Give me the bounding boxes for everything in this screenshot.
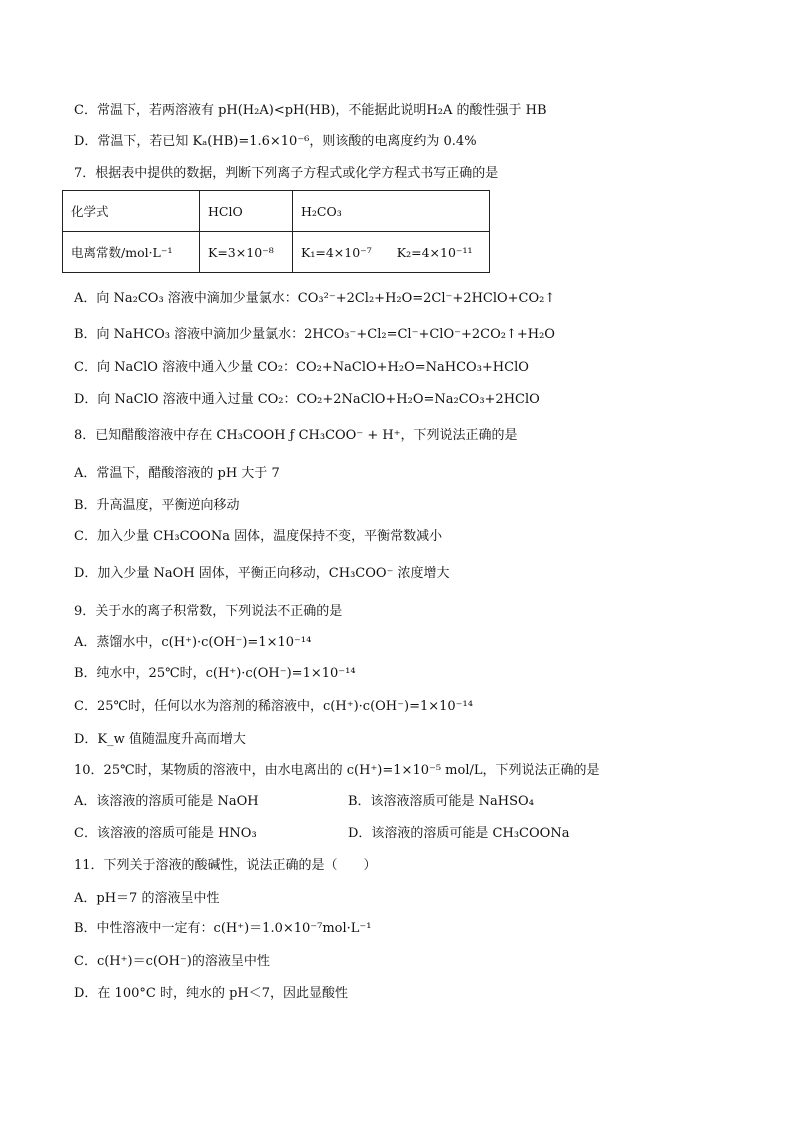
q10-option-a: A．该溶液的溶质可能是 NaOH [74,794,259,809]
q9-option-d: D．K_w 值随温度升高而增大 [74,732,246,747]
q8-option-b: B．升高温度，平衡逆向移动 [74,498,240,513]
q9-stem: 9．关于水的离子积常数，下列说法不正确的是 [74,604,343,619]
table-cell: HClO [200,191,293,232]
q8-option-d: D．加入少量 NaOH 固体，平衡正向移动，CH₃COO⁻ 浓度增大 [74,566,450,581]
q10-option-c: C．该溶液的溶质可能是 HNO₃ [74,826,257,841]
table-cell: K=3×10⁻⁸ [200,232,293,273]
q7-option-d: D．向 NaClO 溶液中通入过量 CO₂：CO₂+2NaClO+H₂O=Na₂CO₃+2HClO [74,392,540,407]
q7-option-a: A．向 Na₂CO₃ 溶液中滴加少量氯水：CO₃²⁻+2Cl₂+H₂O=2Cl⁻+2HClO+CO₂↑ [74,291,556,306]
q8-option-c: C．加入少量 CH₃COONa 固体，温度保持不变，平衡常数减小 [74,529,443,544]
q9-option-b: B．纯水中，25℃时，c(H⁺)·c(OH⁻)=1×10⁻¹⁴ [74,666,356,681]
q8-stem: 8．已知醋酸溶液中存在 CH₃COOH ƒ CH₃COO⁻ + H⁺，下列说法正确的是 [74,428,518,443]
q9-option-c: C．25℃时，任何以水为溶剂的稀溶液中，c(H⁺)·c(OH⁻)=1×10⁻¹⁴ [74,699,473,714]
q11-option-d: D．在 100°C 时，纯水的 pH＜7，因此显酸性 [74,986,349,1001]
q10-option-d: D．该溶液的溶质可能是 CH₃COONa [348,826,570,841]
q11-stem: 11．下列关于溶液的酸碱性，说法正确的是（ ） [74,858,377,873]
table-cell: H₂CO₃ [293,191,490,232]
table-row [63,191,490,232]
table-row [63,232,490,273]
table-cell: 电离常数/mol·L⁻¹ [63,232,200,273]
q9-option-a: A．蒸馏水中，c(H⁺)·c(OH⁻)=1×10⁻¹⁴ [74,635,312,650]
q10-option-b: B．该溶液溶质可能是 NaHSO₄ [348,794,534,809]
table-cell: K₁=4×10⁻⁷ K₂=4×10⁻¹¹ [293,232,490,273]
q7-option-b: B．向 NaHCO₃ 溶液中滴加少量氯水：2HCO₃⁻+Cl₂=Cl⁻+ClO⁻+2CO₂↑+H₂O [74,327,555,342]
q11-option-a: A．pH＝7 的溶液呈中性 [74,891,220,906]
q11-option-c: C．c(H⁺)＝c(OH⁻)的溶液呈中性 [74,954,270,969]
table-cell: 化学式 [63,191,200,232]
q7-stem: 7．根据表中提供的数据，判断下列离子方程式或化学方程式书写正确的是 [74,166,499,181]
q8-option-a: A．常温下，醋酸溶液的 pH 大于 7 [74,466,280,481]
q6-option-c: C．常温下，若两溶液有 pH(H₂A)<pH(HB)，不能据此说明H₂A 的酸性强于 HB [74,103,547,118]
q6-option-d: D．常温下，若已知 Kₐ(HB)=1.6×10⁻⁶，则该酸的电离度约为 0.4% [74,134,477,149]
q7-option-c: C．向 NaClO 溶液中通入少量 CO₂：CO₂+NaClO+H₂O=NaHCO₃+HClO [74,360,529,375]
ionization-constant-table [62,190,490,273]
q11-option-b: B．中性溶液中一定有：c(H⁺)＝1.0×10⁻⁷mol·L⁻¹ [74,921,372,936]
q10-stem: 10．25℃时，某物质的溶液中，由水电离出的 c(H⁺)=1×10⁻⁵ mol/L，下列说法正确的是 [74,763,600,778]
